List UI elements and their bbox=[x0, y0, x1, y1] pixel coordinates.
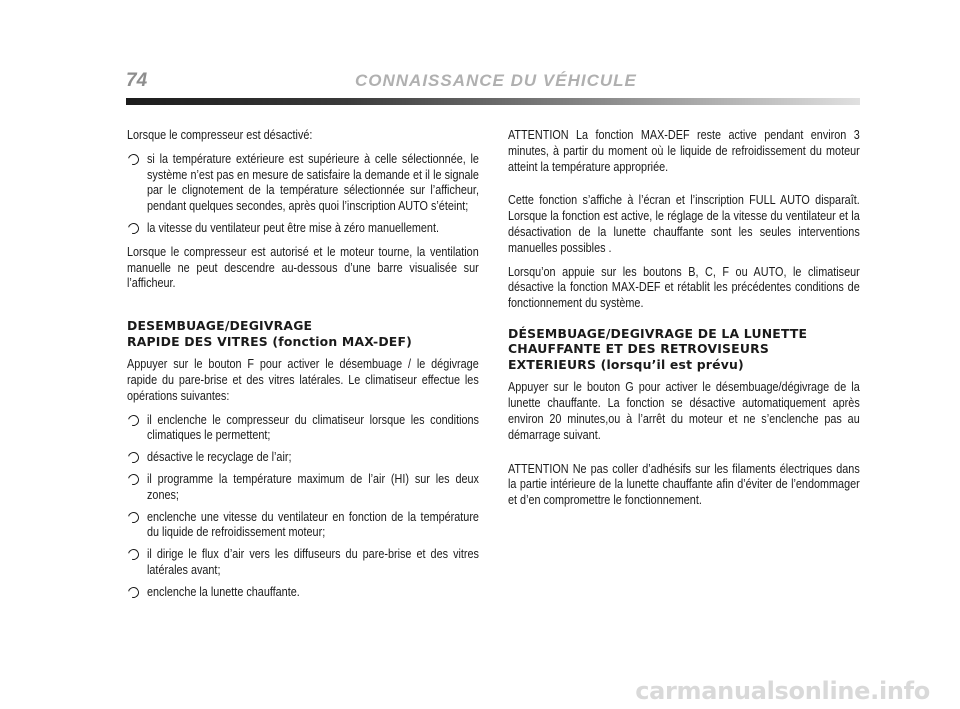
watermark: carmanualsonline.info bbox=[635, 677, 930, 705]
list-item bbox=[127, 472, 479, 504]
bullet-icon bbox=[126, 472, 141, 487]
right-column bbox=[508, 128, 860, 517]
list-item bbox=[127, 221, 479, 237]
bullet-icon bbox=[126, 585, 141, 600]
list-item-text: enclenche une vitesse du ventilateur en fonction de la température du liquide de refroidissement moteur; bbox=[147, 509, 479, 540]
bullet-icon bbox=[126, 450, 141, 465]
list-item-text: enclenche la lunette chauffante. bbox=[147, 584, 300, 599]
max-def-paragraph: Appuyer sur le bouton F pour activer le désembuage / le dégivrage rapide du pare-brise et des vitres latérales. Le climatiseur effectue les opérations suivantes: bbox=[127, 357, 479, 403]
list-item bbox=[127, 547, 479, 579]
list-item bbox=[127, 450, 479, 466]
attention-max-def-paragraph: ATTENTION La fonction MAX-DEF reste active pendant environ 3 minutes, à partir du moment où le liquide de refroidissement du moteur atteint la température appropriée. bbox=[508, 128, 860, 174]
list-item bbox=[127, 585, 479, 601]
page-number: 74 bbox=[126, 70, 148, 91]
ventilation-paragraph: Lorsque le compresseur est autorisé et le moteur tourne, la ventilation manuelle ne peut descendre au-dessous d’une barre visualisée sur l’afficheur. bbox=[127, 244, 479, 291]
heading-line: EXTERIEURS (lorsqu’il est prévu) bbox=[508, 356, 744, 372]
list-item-text: il enclenche le compresseur du climatiseur lorsque les conditions climatiques le permettent; bbox=[147, 412, 479, 443]
list-item-text: il programme la température maximum de l’air (HI) sur les deux zones; bbox=[147, 471, 479, 502]
intro-paragraph: Lorsque le compresseur est désactivé: bbox=[127, 128, 313, 142]
bullet-icon bbox=[126, 547, 141, 562]
heading-line: DÉSEMBUAGE/DEGIVRAGE DE LA LUNETTE bbox=[508, 325, 808, 341]
list-item-text: la vitesse du ventilateur peut être mise à zéro manuellement. bbox=[147, 220, 439, 235]
left-column bbox=[127, 128, 479, 609]
rear-window-paragraph: Appuyer sur le bouton G pour activer le désembuage/dégivrage de la lunette chauffante. La fonction se désactive automatiquement après environ 20 minutes,ou à l’arrêt du moteur et ne s’enclenche pas au démarrage suivant. bbox=[508, 380, 860, 442]
list-item-text: si la température extérieure est supérieure à celle sélectionnée, le système n’est pas en mesure de satisfaire la demande et il le signale par le clignotement de la température sélectionnée sur l’afficheur, pendant quelques secondes, après quoi l’inscription AUTO s’éteint; bbox=[147, 151, 479, 214]
bullet-icon bbox=[126, 152, 141, 167]
heading-line: RAPIDE DES VITRES (fonction MAX-DEF) bbox=[127, 333, 412, 349]
list-item bbox=[127, 152, 479, 215]
list-item bbox=[127, 510, 479, 542]
max-def-operations-list bbox=[127, 413, 479, 601]
page-header-title: CONNAISSANCE DU VÉHICULE bbox=[355, 71, 637, 90]
list-item-text: il dirige le flux d’air vers les diffuseurs du pare-brise et des vitres latérales avant; bbox=[147, 547, 479, 577]
attention-adhesive-paragraph: ATTENTION Ne pas coller d’adhésifs sur les filaments électriques dans la partie intérieure de la lunette chauffante afin d’éviter de l’endommager et d’en compromettre le fonctionnement. bbox=[508, 461, 860, 508]
bullet-icon bbox=[126, 221, 141, 236]
bullet-icon bbox=[126, 413, 141, 428]
list-item-text: désactive le recyclage de l’air; bbox=[147, 450, 292, 465]
full-auto-paragraph: Cette fonction s’affiche à l’écran et l’inscription FULL AUTO disparaît. Lorsque la fonction est active, le réglage de la vitesse du ventilateur et la désactivation de la lunette chauffante sont les seules interventions manuelles possibles . bbox=[508, 193, 860, 255]
section-heading-max-def bbox=[127, 318, 479, 349]
bullet-icon bbox=[126, 510, 141, 525]
heading-line: DESEMBUAGE/DEGIVRAGE bbox=[127, 318, 313, 334]
header-rule bbox=[126, 98, 860, 105]
list-item bbox=[127, 413, 479, 445]
buttons-paragraph: Lorsqu’on appuie sur les boutons B, C, F ou AUTO, le climatiseur désactive la fonction MAX-DEF et rétablit les précédentes conditions de fonctionnement du système. bbox=[508, 264, 860, 311]
heading-line: CHAUFFANTE ET DES RETROVISEURS bbox=[508, 341, 769, 357]
compressor-off-list bbox=[127, 152, 479, 237]
section-heading-rear-window bbox=[508, 326, 860, 373]
